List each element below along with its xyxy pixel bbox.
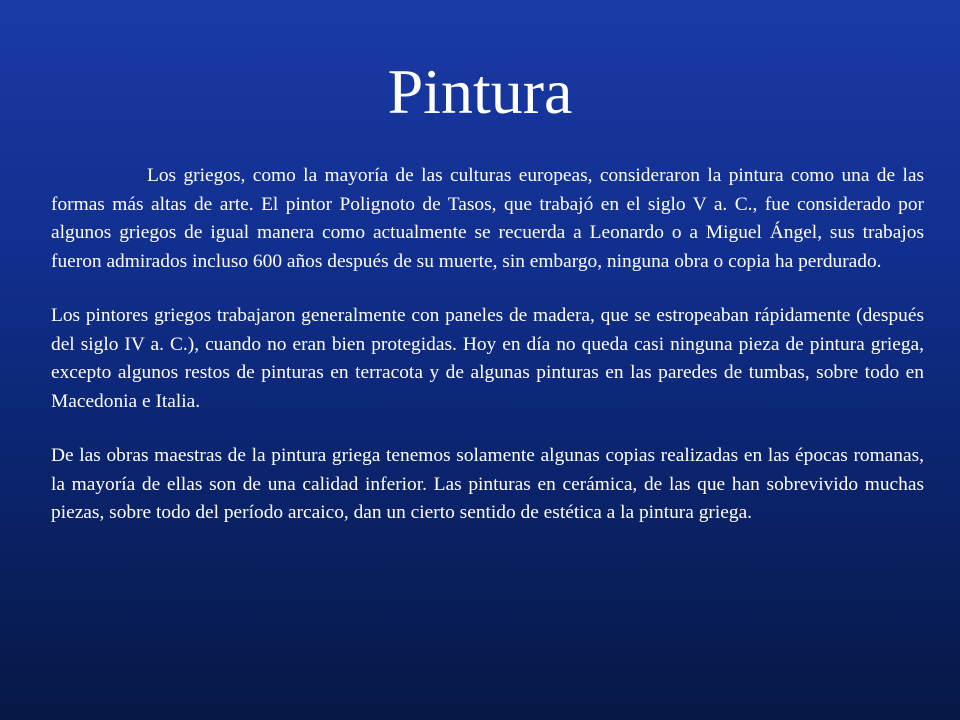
paragraph-1: Los griegos, como la mayoría de las culturas europeas, consideraron la pintura como una de las formas más altas de arte. El pintor Polignoto de Tasos, que trabajó en el siglo V a. C., fue considerado por algunos griegos de igual manera como actualmente se recuerda a Leonardo o a Miguel Ángel, sus trabajos fueron admirados incluso 600 años después de su muerte, sin embargo, ninguna obra o copia ha perdurado. [51, 165, 924, 272]
paragraph-3: De las obras maestras de la pintura griega tenemos solamente algunas copias realizadas en las épocas romanas, la mayoría de ellas son de una calidad inferior. Las pinturas en cerámica, de las que han sobrevivido muchas piezas, sobre todo del período arcaico, dan un cierto sentido de estética a la pintura griega. [51, 445, 924, 523]
slide-body [51, 162, 924, 554]
slide-title: Pintura [387, 56, 573, 127]
paragraph-2: Los pintores griegos trabajaron generalmente con paneles de madera, que se estropeaban rápidamente (después del siglo IV a. C.), cuando no eran bien protegidas. Hoy en día no queda casi ninguna pieza de pintura griega, excepto algunos restos de pinturas en terracota y de algunas pinturas en las paredes de tumbas, sobre todo en Macedonia e Italia. [51, 305, 924, 412]
